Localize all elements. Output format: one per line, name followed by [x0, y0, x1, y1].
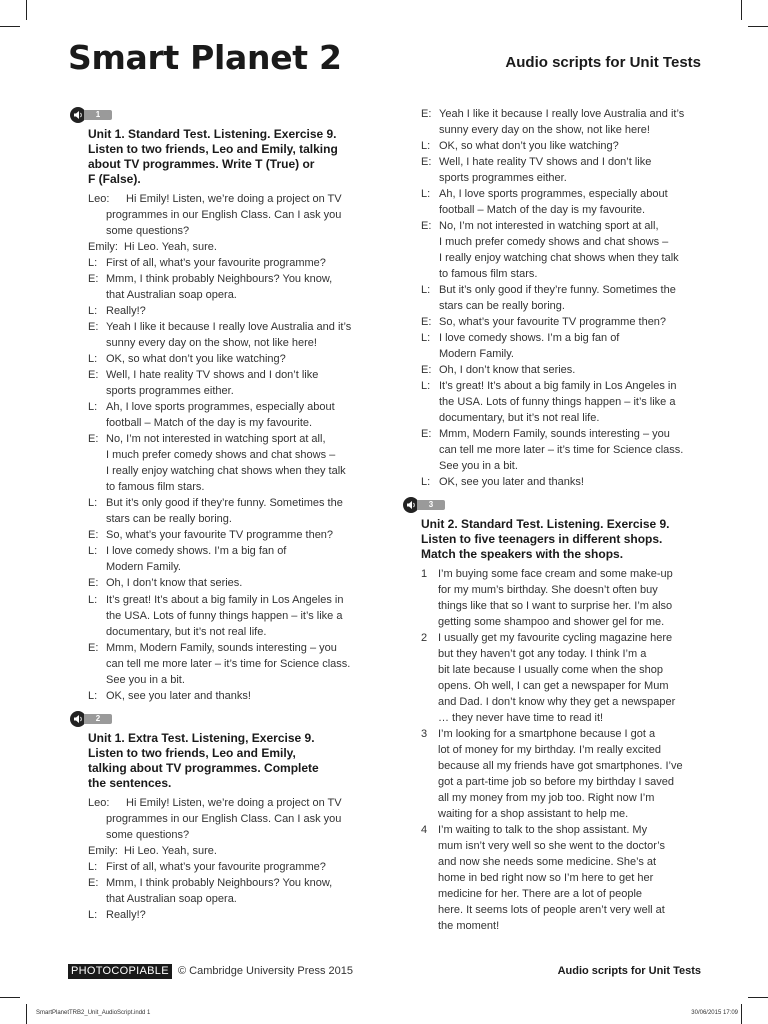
speaker-label: Emily:	[88, 241, 118, 254]
speaker-label: Leo:	[88, 193, 110, 205]
speaker-label: L:	[88, 497, 98, 510]
speaker-label: 3	[421, 728, 428, 741]
transcript-line: but they haven’t got any today. I think I’m a	[438, 648, 647, 661]
transcript-line: See you in a bit.	[439, 460, 518, 473]
transcript-line: some questions?	[106, 829, 190, 842]
speaker-label: L:	[88, 909, 98, 922]
transcript-line: It’s great! It’s about a big family in Los Angeles in	[106, 593, 344, 606]
transcript-line: getting some shampoo and shower gel for me.	[438, 616, 665, 629]
heading-line: talking about TV programmes. Complete	[88, 761, 319, 775]
heading-line: Listen to two friends, Leo and Emily,	[88, 746, 296, 760]
speaker-label: E:	[421, 428, 432, 441]
speaker-label: E:	[421, 156, 432, 169]
transcript-line: documentary, but it’s not real life.	[106, 625, 267, 638]
transcript-line: to famous film stars.	[106, 481, 205, 494]
heading-line: Match the speakers with the shops.	[421, 547, 624, 561]
speaker-label: 2	[421, 632, 428, 645]
transcript-line: I love comedy shows. I’m a big fan of	[439, 332, 620, 345]
speaker-label: L:	[88, 861, 98, 874]
transcript-line: documentary, but it’s not real life.	[439, 412, 600, 425]
speaker-label: E:	[88, 577, 99, 590]
transcript-line: all my money from my job too. Right now I’m	[438, 792, 655, 805]
speaker-label: E:	[421, 316, 432, 329]
transcript-line: got a part-time job so before my birthday I saved	[438, 776, 675, 789]
audio-track-badge[interactable]	[403, 497, 447, 513]
crop-mark	[26, 1004, 27, 1024]
transcript-line: and now she needs some medicine. She’s at	[438, 856, 657, 869]
speaker-label: E:	[421, 108, 432, 120]
transcript-line: Hi Emily! Listen, we’re doing a project on TV	[126, 797, 342, 809]
transcript-line: and Dad. I don’t know why they get a newspaper	[438, 696, 676, 709]
crop-mark	[741, 0, 742, 20]
speaker-label: E:	[88, 369, 99, 382]
audio-track-badge[interactable]	[70, 107, 114, 123]
speaker-label: L:	[421, 140, 431, 153]
transcript-line: that Australian soap opera.	[106, 893, 237, 906]
transcript-line: … they never have time to read it!	[438, 712, 604, 725]
speaker-label: Emily:	[88, 845, 118, 858]
transcript-line: Modern Family.	[106, 561, 181, 574]
speaker-label: E:	[421, 364, 432, 377]
page-title: Smart Planet 2	[68, 38, 342, 77]
transcript-line: Yeah I like it because I really love Australia and it’s	[439, 108, 685, 120]
transcript-line: First of all, what’s your favourite programme?	[106, 861, 326, 874]
date-slug: 30/06/2015 17:09	[691, 1010, 738, 1016]
transcript-line: Really!?	[106, 909, 146, 922]
transcript-line: So, what’s your favourite TV programme then?	[439, 316, 667, 329]
transcript-line: the moment!	[438, 920, 500, 933]
transcript-line: football – Match of the day is my favourite.	[106, 417, 313, 430]
transcript-line: can tell me more later – it’s time for Science class.	[439, 444, 684, 457]
heading-line: Unit 1. Standard Test. Listening. Exercise 9.	[88, 127, 337, 141]
transcript-line: here. It seems lots of people aren’t very well at	[438, 904, 665, 917]
speaker-label: E:	[88, 321, 99, 334]
page-subtitle: Audio scripts for Unit Tests	[505, 54, 701, 71]
transcript-line: I much prefer comedy shows and chat shows –	[106, 449, 336, 462]
transcript-line: bit late because I usually come when the shop	[438, 664, 664, 677]
footer-title: Audio scripts for Unit Tests	[557, 965, 701, 977]
transcript-line: Modern Family.	[439, 348, 514, 361]
transcript-line: I’m buying some face cream and some make-up	[438, 568, 673, 580]
transcript-line: But it’s only good if they’re funny. Sometimes the	[106, 497, 343, 510]
transcript-line: Oh, I don’t know that series.	[439, 364, 576, 377]
speaker-label: L:	[88, 545, 98, 558]
transcript-line: Hi Leo. Yeah, sure.	[124, 241, 217, 254]
speaker-label: L:	[88, 401, 98, 414]
heading-line: Listen to five teenagers in different shops.	[421, 532, 663, 546]
track-number: 2	[95, 714, 101, 723]
photocopiable-badge: PHOTOCOPIABLE	[68, 964, 172, 979]
speaker-label: L:	[88, 257, 98, 270]
transcript-line: to famous film stars.	[439, 268, 538, 281]
transcript-line: Well, I hate reality TV shows and I don’t like	[439, 156, 652, 169]
heading-line: Listen to two friends, Leo and Emily, talking	[88, 142, 338, 156]
speaker-label: L:	[421, 284, 431, 297]
transcript-line: lot of money for my birthday. I’m really excited	[438, 744, 661, 757]
crop-mark	[0, 26, 20, 27]
transcript-line: the USA. Lots of funny things happen – it’s like a	[106, 609, 343, 622]
transcript-line: No, I’m not interested in watching sport at all,	[106, 433, 326, 446]
transcript-line: I really enjoy watching chat shows when they talk	[106, 465, 346, 478]
speaker-label: E:	[88, 529, 99, 542]
transcript-line: football – Match of the day is my favourite.	[439, 204, 646, 217]
crop-mark	[26, 0, 27, 20]
file-slug: SmartPlanetTRB2_Unit_AudioScript.indd 1	[36, 1010, 151, 1016]
transcript-line: stars can be really boring.	[439, 300, 565, 313]
speaker-label: E:	[421, 220, 432, 233]
transcript-line: sunny every day on the show, not like here!	[106, 337, 317, 350]
transcript-line: Ah, I love sports programmes, especially about	[439, 188, 668, 201]
speaker-label: E:	[88, 877, 99, 890]
heading-line: Unit 1. Extra Test. Listening, Exercise 9.	[88, 731, 315, 745]
transcript-line: that Australian soap opera.	[106, 289, 237, 302]
transcript-line: I’m waiting to talk to the shop assistant. My	[438, 824, 648, 837]
transcript-line: Hi Leo. Yeah, sure.	[124, 845, 217, 858]
transcript-line: opens. Oh well, I can get a newspaper for Mum	[438, 680, 669, 693]
transcript-line: OK, so what don’t you like watching?	[106, 353, 286, 366]
transcript-line: because all my friends have got smartphones. I’ve	[438, 760, 683, 773]
transcript-line: It’s great! It’s about a big family in Los Angeles in	[439, 380, 677, 393]
transcript-line: home in bed right now so I’m here to get her	[438, 872, 654, 885]
transcript-line: Really!?	[106, 305, 146, 318]
transcript-line: can tell me more later – it’s time for Science class.	[106, 657, 351, 670]
speaker-label: L:	[88, 593, 98, 606]
transcript-line: See you in a bit.	[106, 673, 185, 686]
speaker-label: E:	[88, 433, 99, 446]
speaker-label: 4	[421, 824, 428, 837]
transcript-line: sports programmes either.	[439, 172, 567, 185]
transcript-line: No, I’m not interested in watching sport at all,	[439, 220, 659, 233]
speaker-label: L:	[88, 689, 98, 702]
transcript-line: Mmm, I think probably Neighbours? You know,	[106, 877, 333, 890]
heading-line: about TV programmes. Write T (True) or	[88, 157, 315, 171]
crop-mark	[748, 26, 768, 27]
transcript-line: Oh, I don’t know that series.	[106, 577, 243, 590]
transcript-line: I really enjoy watching chat shows when they talk	[439, 252, 679, 265]
speaker-label: L:	[421, 380, 431, 393]
speaker-label: L:	[421, 188, 431, 201]
transcript-line: sports programmes either.	[106, 385, 234, 398]
transcript-line: So, what’s your favourite TV programme then?	[106, 529, 334, 542]
heading-line: Unit 2. Standard Test. Listening. Exercise 9.	[421, 517, 670, 531]
transcript-line: for my mum’s birthday. She doesn’t often buy	[438, 584, 658, 597]
transcript-line: Mmm, Modern Family, sounds interesting – you	[106, 641, 337, 654]
transcript-line: mum isn’t very well so she went to the doctor’s	[438, 840, 666, 853]
transcript-line: But it’s only good if they’re funny. Sometimes the	[439, 284, 676, 297]
transcript-line: I love comedy shows. I’m a big fan of	[106, 545, 287, 558]
heading-line: the sentences.	[88, 776, 172, 790]
transcript-line: OK, so what don’t you like watching?	[439, 140, 619, 153]
speaker-label: Leo:	[88, 797, 110, 809]
copyright: © Cambridge University Press 2015	[178, 965, 354, 977]
crop-mark	[748, 997, 768, 998]
speaker-label: L:	[88, 353, 98, 366]
audio-track-badge[interactable]	[70, 711, 114, 727]
speaker-label: L:	[88, 305, 98, 318]
transcript-line: Yeah I like it because I really love Australia and it’s	[106, 321, 352, 334]
transcript-line: programmes in our English Class. Can I ask you	[106, 813, 342, 826]
transcript-line: Hi Emily! Listen, we’re doing a project on TV	[126, 193, 342, 205]
transcript-line: OK, see you later and thanks!	[439, 476, 584, 489]
transcript-line: sunny every day on the show, not like here!	[439, 124, 650, 137]
transcript-line: Mmm, I think probably Neighbours? You know,	[106, 273, 333, 286]
transcript-line: stars can be really boring.	[106, 513, 232, 526]
transcript-line: I much prefer comedy shows and chat shows –	[439, 236, 669, 249]
speaker-label: L:	[421, 476, 431, 489]
transcript-line: I usually get my favourite cycling magazine here	[438, 632, 673, 645]
transcript-line: waiting for a shop assistant to help me.	[438, 808, 629, 821]
transcript-line: some questions?	[106, 225, 190, 238]
transcript-line: the USA. Lots of funny things happen – it’s like a	[439, 396, 676, 409]
transcript-line: things like that so I want to surprise her. I’m also	[438, 600, 673, 613]
speaker-label: L:	[421, 332, 431, 345]
transcript-line: medicine for her. There are a lot of people	[438, 888, 643, 901]
crop-mark	[741, 1004, 742, 1024]
speaker-label: 1	[421, 568, 428, 580]
transcript-line: OK, see you later and thanks!	[106, 689, 251, 702]
track-number: 1	[95, 110, 101, 119]
heading-line: F (False).	[88, 172, 141, 186]
track-number: 3	[428, 500, 434, 509]
speaker-label: E:	[88, 641, 99, 654]
transcript-line: programmes in our English Class. Can I ask you	[106, 209, 342, 222]
transcript-line: First of all, what’s your favourite programme?	[106, 257, 326, 270]
transcript-line: Ah, I love sports programmes, especially about	[106, 401, 335, 414]
transcript-line: Well, I hate reality TV shows and I don’t like	[106, 369, 319, 382]
crop-mark	[0, 997, 20, 998]
transcript-line: Mmm, Modern Family, sounds interesting – you	[439, 428, 670, 441]
transcript-line: I’m looking for a smartphone because I got a	[438, 728, 656, 741]
speaker-label: E:	[88, 273, 99, 286]
